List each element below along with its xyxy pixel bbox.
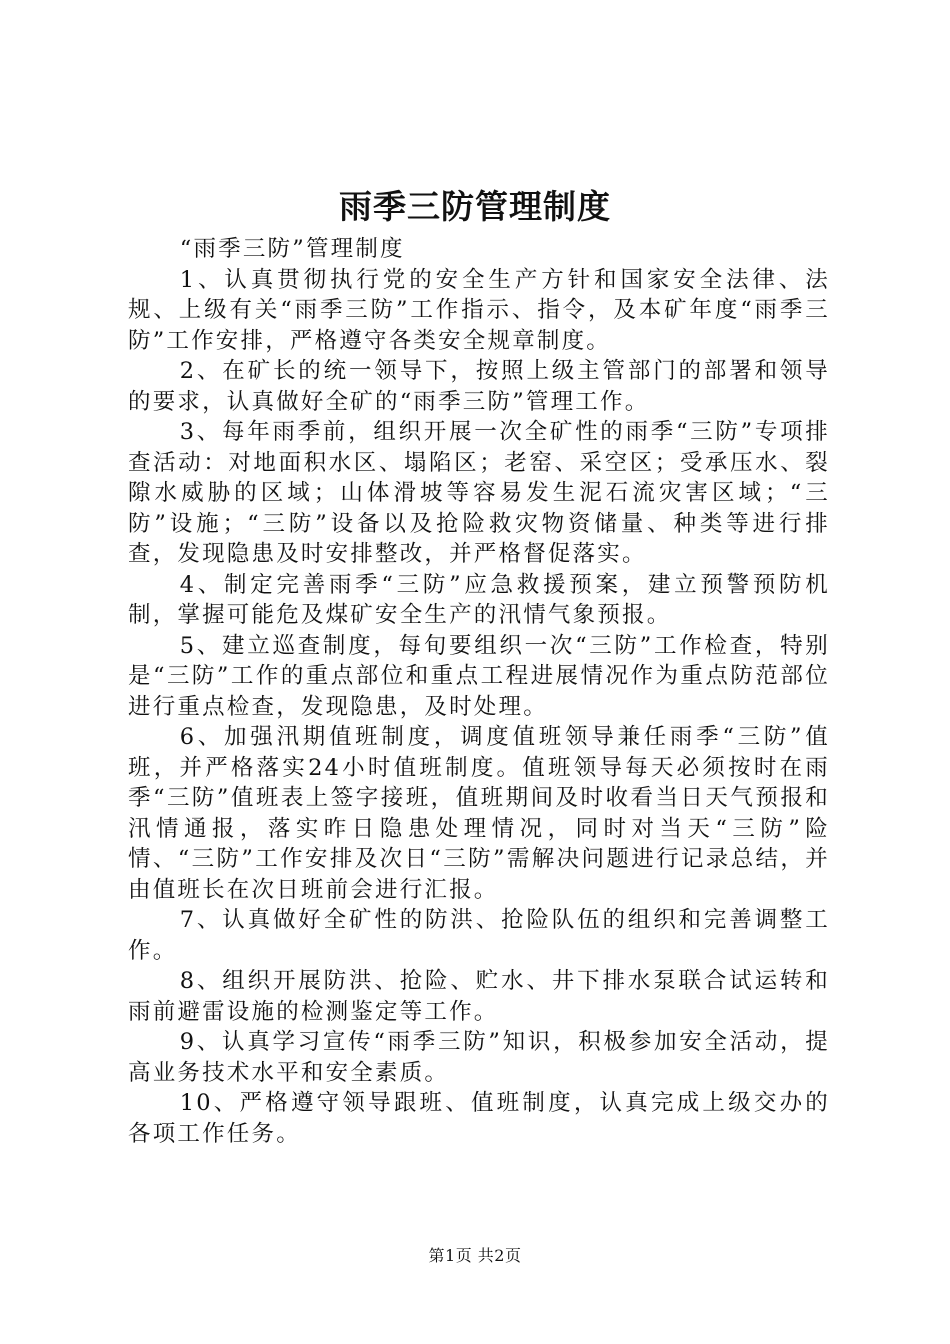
paragraph-1: 1、认真贯彻执行党的安全生产方针和国家安全法律、法规、上级有关“雨季三防”工作指示、指令，及本矿年度“雨季三防”工作安排，严格遵守各类安全规章制度。 — [128, 266, 830, 354]
paragraph-2: 2、在矿长的统一领导下，按照上级主管部门的部署和领导的要求，认真做好全矿的“雨季三防”管理工作。 — [128, 358, 830, 415]
document-body — [128, 234, 830, 1149]
paragraph-9: 9、认真学习宣传“雨季三防”知识，积极参加安全活动，提高业务技术水平和安全素质。 — [128, 1029, 830, 1086]
document-title: 雨季三防管理制度 — [339, 187, 611, 226]
page-number-footer: 第1页 共2页 — [428, 1246, 522, 1265]
paragraph-6: 6、加强汛期值班制度，调度值班领导兼任雨季“三防”值班，并严格落实24小时值班制度。值班领导每天必须按时在雨季“三防”值班表上签字接班，值班期间及时收看当日天气预报和汛情通报，落实昨日隐患处理情况，同时对当天“三防”险情、“三防”工作安排及次日“三防”需解决问题进行记录总结，并由值班长在次日班前会进行汇报。 — [128, 724, 830, 903]
paragraph-7: 7、认真做好全矿性的防洪、抢险队伍的组织和完善调整工作。 — [128, 907, 830, 964]
paragraph-4: 4、制定完善雨季“三防”应急救援预案，建立预警预防机制，掌握可能危及煤矿安全生产的汛情气象预报。 — [128, 571, 830, 628]
paragraph-8: 8、组织开展防洪、抢险、贮水、井下排水泵联合试运转和雨前避雷设施的检测鉴定等工作。 — [128, 968, 830, 1025]
document-subtitle: “雨季三防”管理制度 — [179, 236, 405, 262]
paragraph-10: 10、严格遵守领导跟班、值班制度，认真完成上级交办的各项工作任务。 — [128, 1090, 830, 1147]
paragraph-3: 3、每年雨季前，组织开展一次全矿性的雨季“三防”专项排查活动：对地面积水区、塌陷区；老窑、采空区；受承压水、裂隙水威胁的区域；山体滑坡等容易发生泥石流灾害区域；“三防”设施；“三防”设备以及抢险救灾物资储量、种类等进行排查，发现隐患及时安排整改，并严格督促落实。 — [128, 419, 830, 567]
paragraph-5: 5、建立巡查制度，每旬要组织一次“三防”工作检查，特别是“三防”工作的重点部位和重点工程进展情况作为重点防范部位进行重点检查，发现隐患，及时处理。 — [128, 632, 830, 720]
